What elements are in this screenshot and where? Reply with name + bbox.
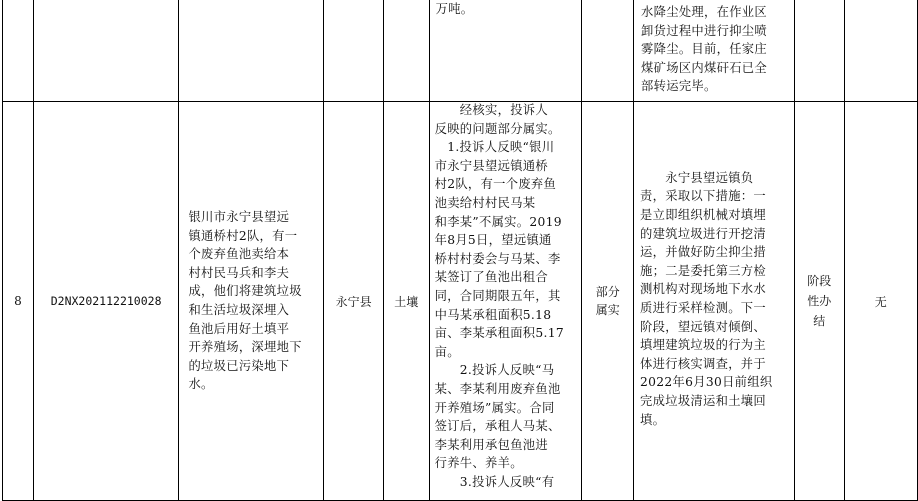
text-line: 亩。 [434, 344, 460, 359]
status-line: 阶段 [807, 274, 832, 288]
cell-prev-case-id [33, 0, 179, 102]
text-line: 体进行核实调查，并于 [640, 356, 767, 371]
text-line: 1.投诉人反映“银川 [434, 140, 555, 155]
status-line: 性办 [807, 294, 832, 308]
prev-measures-text [641, 3, 793, 96]
text-line: 开养殖场”属实。合同 [434, 400, 555, 415]
text-line: 3.投诉人反映“有 [434, 474, 555, 489]
cell-prev-verdict [582, 0, 634, 102]
text-line: 煤矿场区内煤矸石已全 [641, 60, 768, 75]
cell-prev-response [429, 0, 582, 102]
text-line: 和生活垃圾深埋入 [188, 303, 290, 317]
text-line: 村2队，有一个废弃鱼 [434, 177, 557, 192]
text-line: 水。 [188, 377, 214, 392]
text-line: 的垃圾已污染地下 [188, 358, 290, 373]
text-line: 2022年6月30日前组织 [640, 375, 773, 390]
measures-text [634, 169, 794, 429]
verdict-line: 部分 [595, 285, 620, 299]
cell-response [429, 102, 582, 501]
text-line: 部转运完毕。 [641, 79, 717, 94]
text-line: 水降尘处理，在作业区 [641, 5, 768, 19]
cell-complaint [179, 102, 324, 501]
text-line: 运，并做好防尘抑尘措 [640, 245, 767, 260]
cell-prev-measures [634, 0, 795, 102]
text-line: 个废弃鱼池卖给本 [188, 247, 290, 262]
text-line: 和李某”不属实。2019 [434, 214, 562, 229]
text-line: 卸货过程中进行抑尘喷 [641, 23, 768, 38]
cell-prev-county [324, 0, 384, 102]
cell-accountability [844, 102, 917, 501]
text-line: 经核实，投诉人 [434, 103, 548, 117]
text-line: 某、李某利用废弃鱼池 [434, 381, 561, 396]
text-line: 责，采取以下措施：一 [640, 189, 767, 204]
text-line: 银川市永宁县望远 [188, 210, 290, 225]
text-line: 测机构对现场地下水水 [640, 282, 767, 297]
row-number: 8 [14, 294, 22, 308]
text-line: 2.投诉人反映“马 [434, 363, 555, 378]
accountability: 无 [874, 294, 887, 309]
text-line: 的建筑垃圾进行开挖清 [640, 226, 767, 241]
text-line: 市永宁县望远镇通桥 [434, 158, 548, 173]
cell-case-id [33, 102, 179, 501]
text-line: 年8月5日，望远镇通 [434, 233, 552, 248]
cell-verdict [582, 102, 634, 501]
table-row [3, 102, 918, 501]
text-line: 永宁县望远镇负 [640, 170, 754, 185]
text-line: 行养牛、养羊。 [434, 456, 523, 471]
text-line: 施；二是委托第三方检 [640, 263, 767, 278]
status-line: 结 [813, 314, 826, 328]
cell-prev-status [794, 0, 844, 102]
text-line: 完成垃圾清运和土壤回 [640, 393, 767, 408]
table-row-prev [3, 0, 918, 102]
cell-prev-number [3, 0, 34, 102]
text-line: 村村民马兵和李夫 [188, 265, 290, 280]
case-id: D2NX202112210028 [50, 294, 162, 308]
response-text [435, 102, 582, 491]
cell-county [324, 102, 384, 501]
cell-number [3, 102, 34, 501]
text-line: 鱼池后用好土填平 [188, 321, 290, 336]
case-table [2, 0, 918, 501]
text-line: 李某利用承包鱼池进 [434, 437, 548, 452]
cell-prev-category [383, 0, 429, 102]
text-line: 反映的问题部分属实。 [434, 121, 561, 136]
text-line: 某签订了鱼池出租合 [434, 270, 548, 285]
complaint-text [179, 208, 323, 394]
text-line: 亩、李某承租面积5.17 [434, 326, 564, 341]
cell-prev-accountability [844, 0, 917, 102]
text-line: 雾降尘。目前，任家庄 [641, 42, 768, 57]
text-line: 成，他们将建筑垃圾 [188, 284, 302, 299]
cell-status [794, 102, 844, 501]
cell-measures [634, 102, 795, 501]
verdict-line: 属实 [595, 303, 620, 317]
text-line: 池卖给村村民马某 [434, 195, 536, 210]
text-line: 是立即组织机械对填埋 [640, 208, 767, 223]
text-line: 镇通桥村2队，有一 [188, 228, 298, 243]
text-line: 万吨。 [435, 2, 474, 16]
cell-prev-complaint [179, 0, 324, 102]
category: 土壤 [394, 294, 419, 309]
text-line: 开养殖场，深埋地下 [188, 340, 302, 355]
text-line: 填。 [640, 412, 666, 427]
text-line: 质进行采样检测。下一 [640, 301, 767, 315]
cell-category [383, 102, 429, 501]
county: 永宁县 [335, 294, 372, 309]
prev-response-text [430, 0, 582, 19]
text-line: 填埋建筑垃圾的行为主 [640, 338, 767, 353]
text-line: 签订后，承租人马某、 [434, 419, 561, 434]
text-line: 同，合同期限五年，其 [434, 288, 561, 303]
text-line: 阶段，望远镇对倾倒、 [640, 319, 767, 334]
text-line: 桥村村委会与马某、李 [434, 251, 561, 266]
text-line: 中马某承租面积5.18 [434, 307, 552, 322]
